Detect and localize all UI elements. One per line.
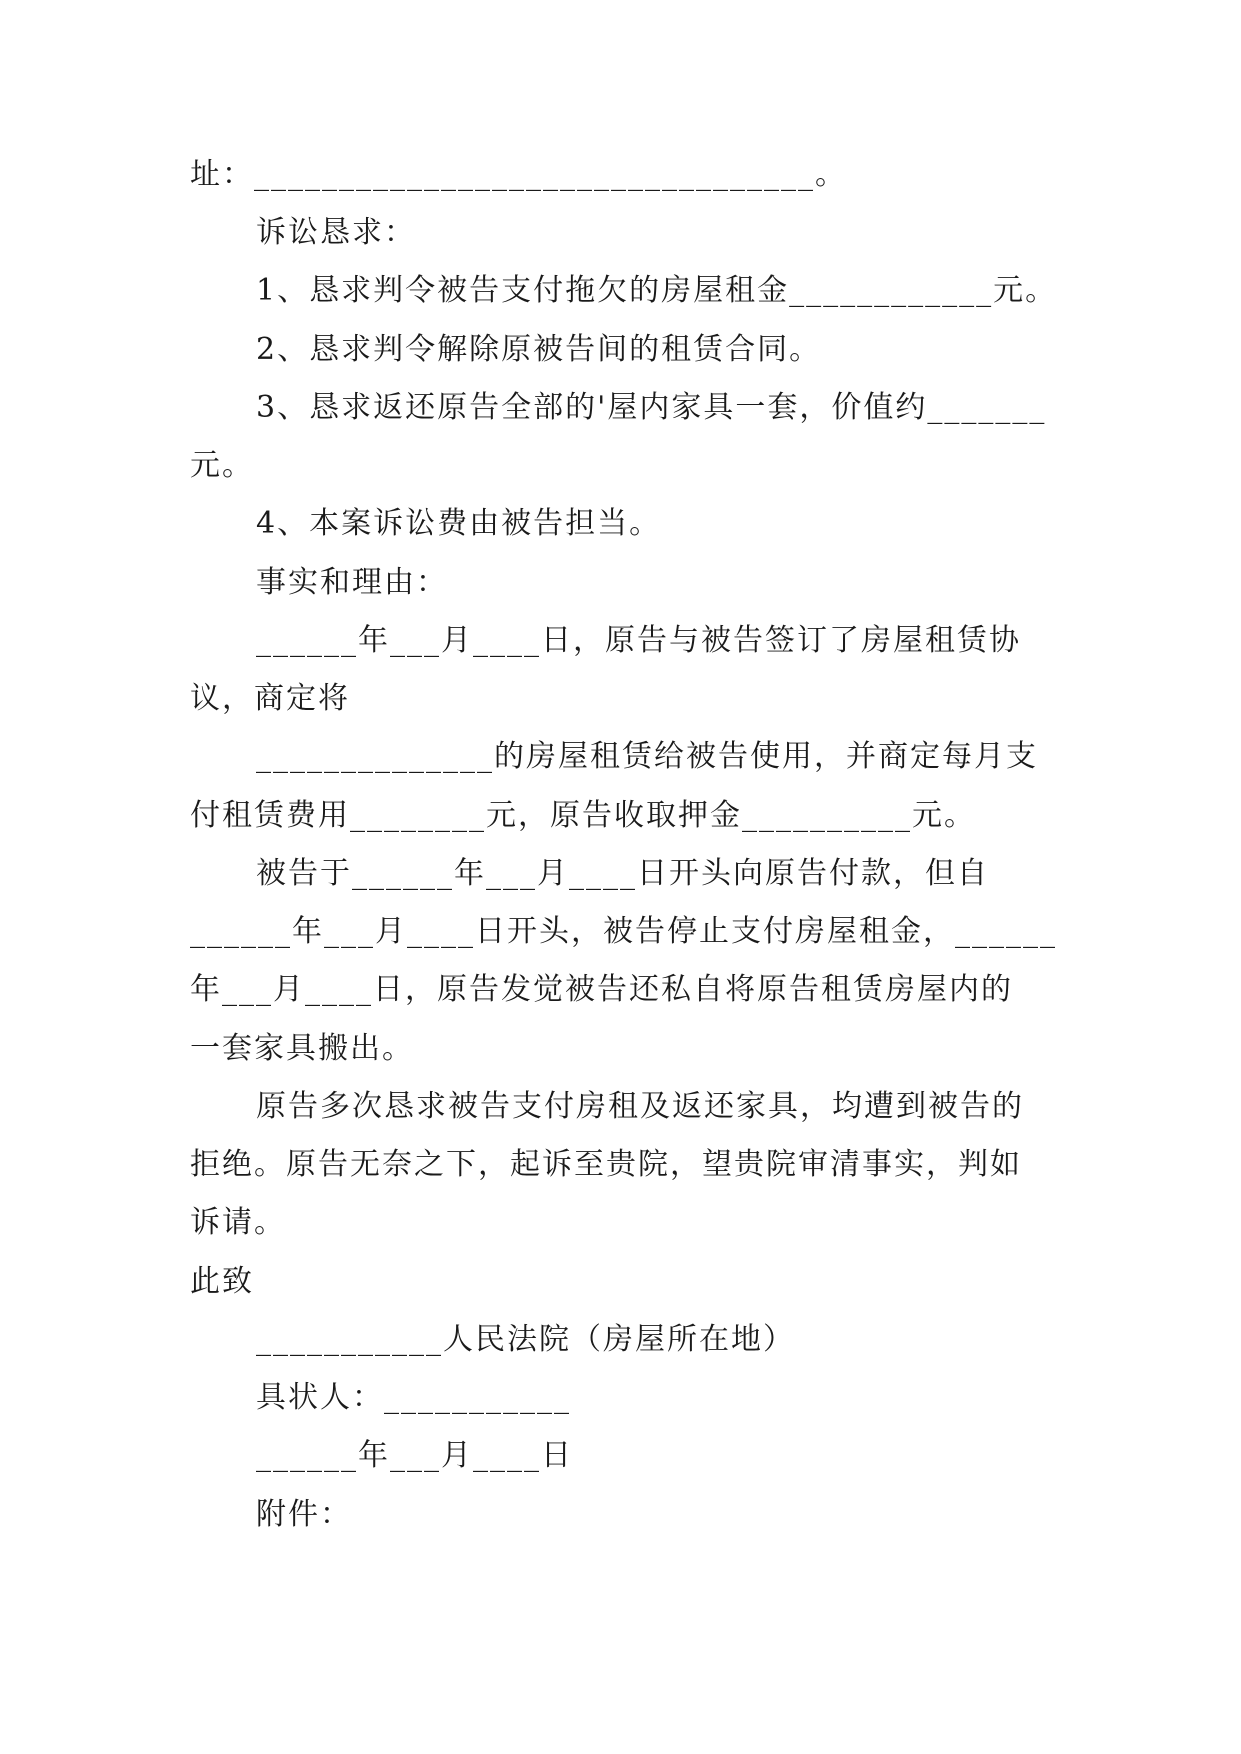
court-name: ___________人民法院（房屋所在地） bbox=[256, 1322, 795, 1357]
facts-paragraph-3-line-1: 被告于______年___月____日开头向原告付款，但自 bbox=[256, 856, 989, 891]
facts-paragraph-1-line-2: 议，商定将 bbox=[190, 681, 350, 716]
facts-paragraph-1-line-1: ______年___月____日，原告与被告签订了房屋租赁协 bbox=[256, 623, 1021, 658]
claim-3: 3、恳求返还原告全部的'屋内家具一套，价值约_______ bbox=[256, 390, 1047, 425]
plaintiff-signature: 具状人：___________ bbox=[256, 1380, 571, 1415]
claim-2: 2、恳求判令解除原被告间的租赁合同。 bbox=[256, 332, 822, 367]
claim-1: 1、恳求判令被告支付拖欠的房屋租金____________元。 bbox=[256, 273, 1058, 308]
facts-paragraph-3-line-2: ______年___月____日开头，被告停止支付房屋租金，______ bbox=[190, 914, 1057, 949]
salutation: 此致 bbox=[190, 1264, 254, 1299]
claim-4: 4、本案诉讼费由被告担当。 bbox=[256, 506, 662, 541]
facts-paragraph-4-line-3: 诉请。 bbox=[190, 1205, 286, 1240]
facts-paragraph-4-line-1: 原告多次恳求被告支付房租及返还家具，均遭到被告的 bbox=[256, 1089, 1024, 1124]
claim-3-continued: 元。 bbox=[190, 448, 254, 483]
facts-paragraph-3-line-4: 一套家具搬出。 bbox=[190, 1031, 414, 1066]
claims-heading: 诉讼恳求： bbox=[256, 215, 416, 250]
facts-paragraph-3-line-3: 年___月____日，原告发觉被告还私自将原告租赁房屋内的 bbox=[190, 972, 1013, 1007]
facts-paragraph-2-line-1: ______________的房屋租赁给被告使用，并商定每月支 bbox=[256, 739, 1038, 774]
attachments-heading: 附件： bbox=[256, 1497, 352, 1532]
facts-paragraph-4-line-2: 拒绝。原告无奈之下，起诉至贵院，望贵院审清事实，判如 bbox=[190, 1147, 1022, 1182]
address-line: 址：_________________________________。 bbox=[190, 157, 847, 192]
signature-date: ______年___月____日 bbox=[256, 1438, 573, 1473]
facts-heading: 事实和理由： bbox=[256, 565, 448, 600]
facts-paragraph-2-line-2: 付租赁费用________元，原告收取押金__________元。 bbox=[190, 798, 976, 833]
